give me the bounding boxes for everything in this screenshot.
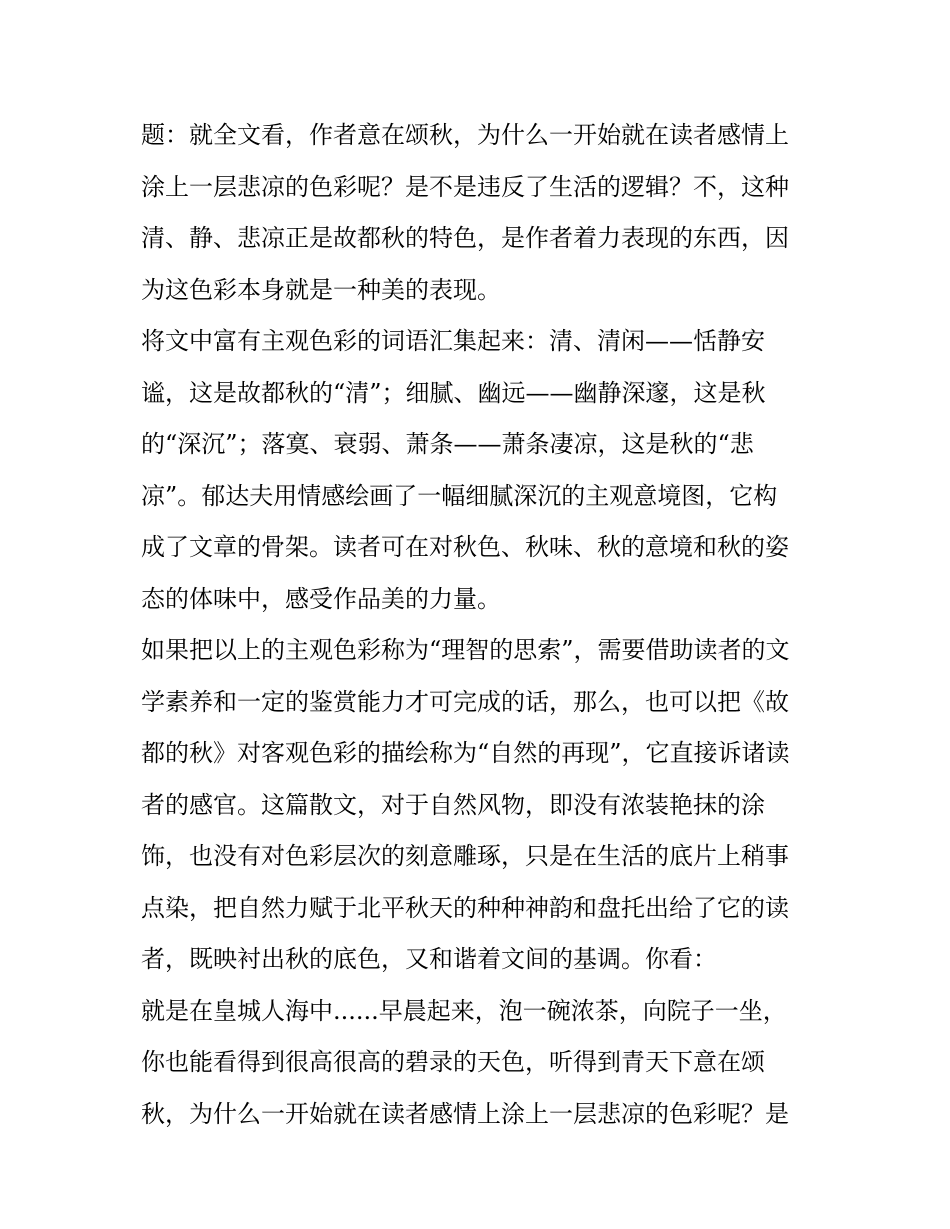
document-body [141,110,821,1140]
text-line: 你也能看得到很高很高的碧录的天色，听得到青天下意在颂 [141,1048,765,1076]
text-line: 清、静、悲凉正是故都秋的特色，是作者着力表现的东西，因 [141,224,789,252]
text-line: 题：就全文看，作者意在颂秋，为什么一开始就在读者感情上 [141,121,789,149]
text-line: 者，既映衬出秋的底色，又和谐着文间的基调。你看： [141,945,717,973]
text-line: 涂上一层悲凉的色彩呢？是不是违反了生活的逻辑？不，这种 [141,172,789,201]
text-line: 如果把以上的主观色彩称为“理智的思索”，需要借助读者的文 [141,636,790,664]
text-line: 将文中富有主观色彩的词语汇集起来：清、清闲——恬静安 [141,327,765,355]
text-line: 凉”。郁达夫用情感绘画了一幅细腻深沉的主观意境图，它构 [141,481,778,510]
text-line: 者的感官。这篇散文，对于自然风物，即没有浓装艳抹的涂 [141,790,765,819]
text-line: 都的秋》对客观色彩的描绘称为“自然的再现”，它直接诉诸读 [141,739,790,767]
text-line: 点染，把自然力赋于北平秋天的种种神韵和盘托出给了它的读 [141,893,789,922]
text-line: 的“深沉”；落寞、衰弱、萧条——萧条凄凉，这是秋的“悲 [141,430,754,458]
text-line: 就是在皇城人海中......早晨起来，泡一碗浓茶，向院子一坐， [141,996,787,1025]
text-line: 谧，这是故都秋的“清”；细腻、幽远——幽静深邃，这是秋 [141,378,766,407]
text-line: 饰，也没有对色彩层次的刻意雕琢，只是在生活的底片上稍事 [141,842,789,870]
text-line: 学素养和一定的鉴赏能力才可完成的话，那么，也可以把《故 [141,687,789,716]
text-line: 为这色彩本身就是一种美的表现。 [141,275,501,304]
text-line: 秋，为什么一开始就在读者感情上涂上一层悲凉的色彩呢？是 [141,1099,789,1128]
text-line: 态的体味中，感受作品美的力量。 [141,584,501,613]
text-line: 成了文章的骨架。读者可在对秋色、秋味、秋的意境和秋的姿 [141,533,789,561]
